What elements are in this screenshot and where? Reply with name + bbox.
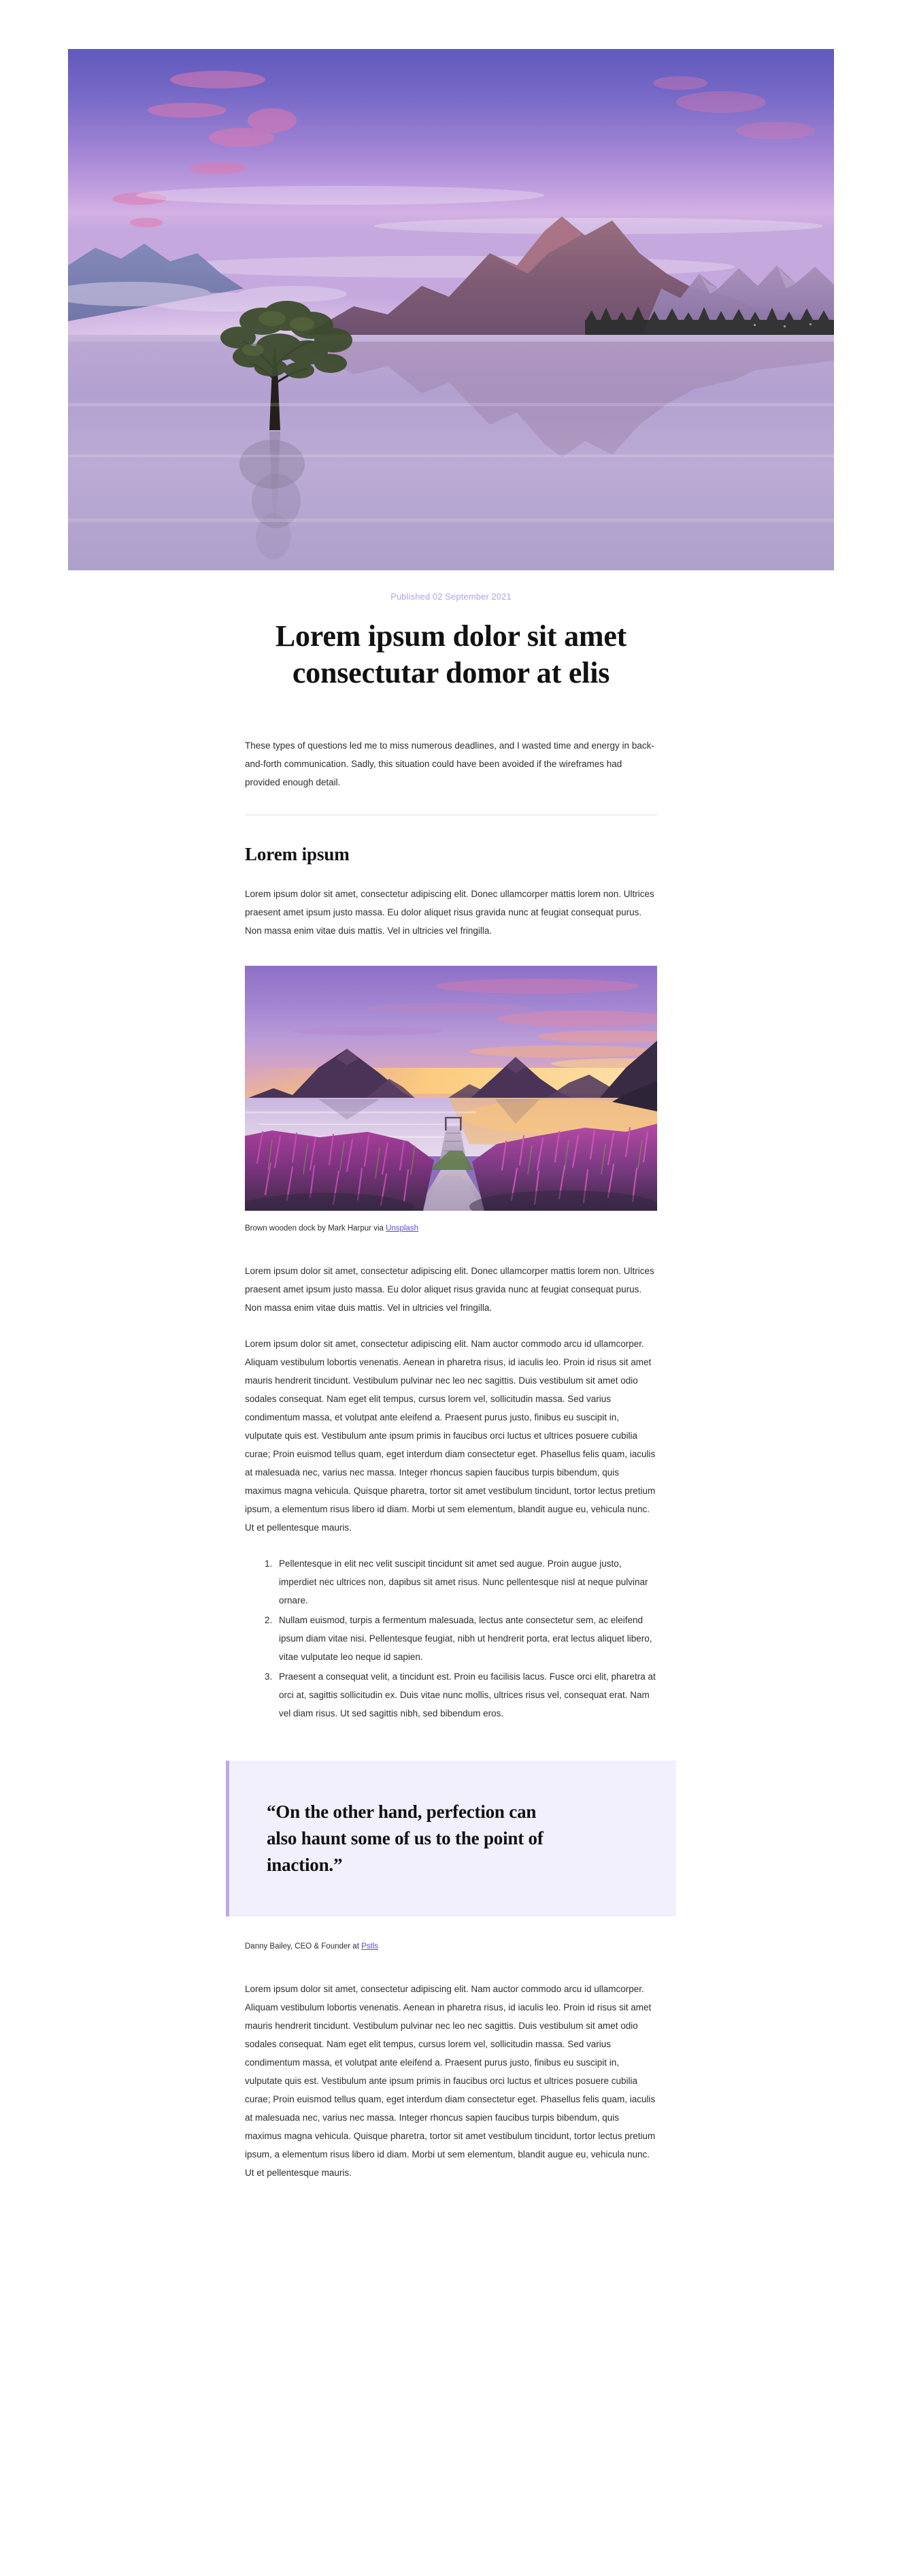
pull-quote-text: “On the other hand, perfection can also haunt some of us to the point of inaction.”	[267, 1801, 544, 1875]
page-title: Lorem ipsum dolor sit amet consectutar domor at elis	[275, 619, 627, 689]
hero-image-wrap	[68, 49, 834, 570]
content-column	[245, 736, 657, 2182]
figure-caption	[245, 1222, 657, 1235]
unsplash-link[interactable]: Unsplash	[386, 1224, 419, 1233]
quote-attribution	[245, 1940, 657, 1953]
inline-figure	[245, 966, 657, 1235]
paragraph-4: Lorem ipsum dolor sit amet, consectetur adipiscing elit. Nam auctor commodo arcu id ullamcorper. Aliquam vestibulum lobortis venenatis. Aenean in pharetra risus, id iaculis leo. Proin id risus sit amet mauris hendrerit tincidunt. Vestibulum pulvinar nec leo nec sagittis. Duis vestibulum sit amet odio sodales consequat. Nam eget elit tempus, cursus lorem vel, sollicitudin massa. Sed varius condimentum massa, et volutpat ante eleifend a. Praesent purus justo, finibus eu suscipit in, vulputate quis est. Vestibulum ante ipsum primis in faucibus orci luctus et ultrices posuere cubilia curae; Proin euismod tellus quam, eget interdum diam consectetur eget. Phasellus felis quam, iaculis at malesuada nec, varius nec massa. Integer rhoncus sapien faucibus turpis bibendum, quis maximus magna vehicula. Quisque pharetra, tortor sit amet vestibulum tincidunt, tortor lectus pretium ipsum, a elementum risus libero id diam. Morbi ut sem elementum, blandit augue eu, vehicula nunc. Ut et pellentesque mauris.	[245, 1984, 656, 2178]
list-item: 3. Praesent a consequat velit, a tincidunt est. Proin eu facilisis lacus. Fusce orci elit, pharetra at orci at, sagittis sollicitudin ex. Duis vitae nunc mollis, ultrices risus vel, consequat erat. Nam vel diam risus. Ut sed sagittis nibh, sed bibendum eros.	[275, 1667, 657, 1723]
figure-image	[245, 966, 657, 1211]
intro-paragraph: These types of questions led me to miss numerous deadlines, and I wasted time and energy in back-and-forth communication. Sadly, this situation could have been avoided if the wireframes had provided enough detail.	[245, 740, 654, 787]
pstls-link[interactable]: Pstls	[361, 1942, 379, 1951]
paragraph-2: Lorem ipsum dolor sit amet, consectetur adipiscing elit. Donec ullamcorper mattis lorem non. Ultrices praesent amet ipsum justo massa. Eu dolor aliquet risus gravida nunc at feugiat consequat purus. Non massa enim vitae duis mattis. Vel in ultricies vel fringilla.	[245, 1266, 654, 1313]
paragraph-3: Lorem ipsum dolor sit amet, consectetur adipiscing elit. Nam auctor commodo arcu id ullamcorper. Aliquam vestibulum lobortis venenatis. Aenean in pharetra risus, id iaculis leo. Proin id risus sit amet mauris hendrerit tincidunt. Vestibulum pulvinar nec leo nec sagittis. Duis vestibulum sit amet odio sodales consequat. Nam eget elit tempus, cursus lorem vel, sollicitudin massa. Sed varius condimentum massa, et volutpat ante eleifend a. Praesent purus justo, finibus eu suscipit in, vulputate quis est. Vestibulum ante ipsum primis in faucibus orci luctus et ultrices posuere cubilia curae; Proin euismod tellus quam, eget interdum diam consectetur eget. Phasellus felis quam, iaculis at malesuada nec, varius nec massa. Integer rhoncus sapien faucibus turpis bibendum, quis maximus magna vehicula. Quisque pharetra, tortor sit amet vestibulum tincidunt, tortor lectus pretium ipsum, a elementum risus libero id diam. Morbi ut sem elementum, blandit augue eu, vehicula nunc. Ut et pellentesque mauris.	[245, 1339, 656, 1533]
quote-attribution-text: Danny Bailey, CEO & Founder at	[245, 1942, 362, 1951]
list-item: 1. Pellentesque in elit nec velit suscipit tincidunt sit amet sed augue. Proin augue justo, imperdiet nec ultrices non, dapibus sit amet risus. Nunc pellentesque nisl at neque pulvinar ornare.	[275, 1554, 657, 1610]
lavender-lake-illustration	[245, 966, 657, 1211]
published-date: Published 02 September 2021	[390, 591, 512, 602]
pull-quote	[226, 1761, 676, 1917]
hero-image	[68, 49, 834, 570]
paragraph-1: Lorem ipsum dolor sit amet, consectetur adipiscing elit. Donec ullamcorper mattis lorem non. Ultrices praesent amet ipsum justo massa. Eu dolor aliquet risus gravida nunc at feugiat consequat purus. Non massa enim vitae duis mattis. Vel in ultricies vel fringilla.	[245, 889, 654, 936]
article-body	[226, 570, 676, 2182]
article-header	[226, 591, 676, 691]
figure-caption-text: Brown wooden dock by Mark Harpur via	[245, 1224, 386, 1233]
list-item: 2. Nullam euismod, turpis a fermentum malesuada, lectus ante consectetur sem, ac eleifend ipsum diam vitae nisi. Pellentesque feugiat, nibh ut hendrerit porta, erat lectus aliquet libero, vitae vulputate leo neque id sapien.	[275, 1611, 657, 1666]
section-heading: Lorem ipsum	[245, 844, 350, 864]
numbered-list	[245, 1554, 657, 1723]
hero-illustration	[68, 49, 834, 570]
